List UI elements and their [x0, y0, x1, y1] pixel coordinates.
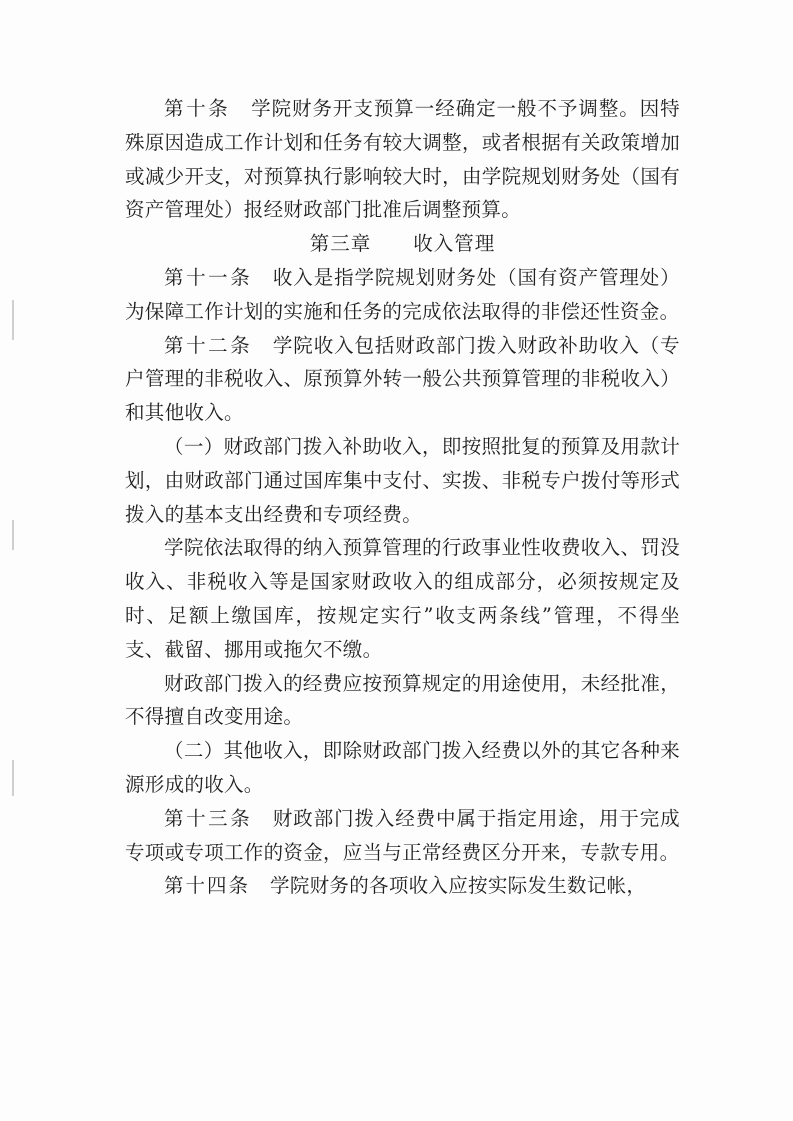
article-text: 学院财务开支预算一经确定一般不予调整。因特殊原因造成工作计划和任务有较大调整，或者根据有关政策增加或减少开支，对预算执行影响较大时，由学院规划财务处（国有资产管理处）报经财政部门批准后调整预算。 [125, 97, 680, 222]
article-12 [125, 329, 680, 430]
clause-2 [125, 734, 680, 802]
article-10 [125, 92, 680, 227]
paragraph-text: 学院依法取得的纳入预算管理的行政事业性收费收入、罚没收入、非税收入等是国家财政收入的组成部分，必须按规定及时、足额上缴国库，按规定实行”收支两条线”管理，不得坐支、截留、挪用或拖欠不缴。 [125, 536, 680, 661]
binding-mark-bottom [12, 760, 14, 796]
chapter-heading [125, 227, 680, 261]
article-number: 第十二条 [164, 333, 253, 357]
chapter-number: 第三章 [309, 232, 372, 256]
article-text: 学院收入包括财政部门拨入财政补助收入（专户管理的非税收入、原预算外转一般公共预算管理的非税收入）和其他收入。 [125, 333, 680, 425]
article-text: 收入是指学院规划财务处（国有资产管理处）为保障工作计划的实施和任务的完成依法取得的非偿还性资金。 [125, 265, 680, 323]
article-number: 第十条 [164, 97, 231, 120]
paragraph-remittance [125, 531, 680, 666]
article-14 [125, 869, 680, 903]
chapter-title: 收入管理 [413, 232, 496, 256]
clause-1 [125, 430, 680, 531]
clause-text: （二）其他收入，即除财政部门拨入经费以外的其它各种来源形成的收入。 [125, 739, 680, 796]
article-number: 第十四条 [164, 874, 251, 898]
binding-mark-top [12, 300, 14, 340]
article-text: 学院财务的各项收入应按实际发生数记帐， [270, 874, 647, 898]
paragraph-usage [125, 667, 680, 735]
article-number: 第十三条 [164, 806, 253, 830]
paragraph-text: 财政部门拨入的经费应按预算规定的用途使用，未经批准，不得擅自改变用途。 [125, 671, 680, 729]
article-11 [125, 261, 680, 329]
clause-text: （一）财政部门拨入补助收入，即按照批复的预算及用款计划，由财政部门通过国库集中支付、实拨、非税专户拨付等形式拨入的基本支出经费和专项经费。 [125, 434, 680, 526]
binding-mark-mid [12, 520, 14, 550]
article-13 [125, 802, 680, 870]
document-body [125, 92, 680, 903]
article-text: 财政部门拨入经费中属于指定用途，用于完成专项或专项工作的资金，应当与正常经费区分开来，专款专用。 [125, 806, 680, 864]
article-number: 第十一条 [164, 265, 253, 289]
